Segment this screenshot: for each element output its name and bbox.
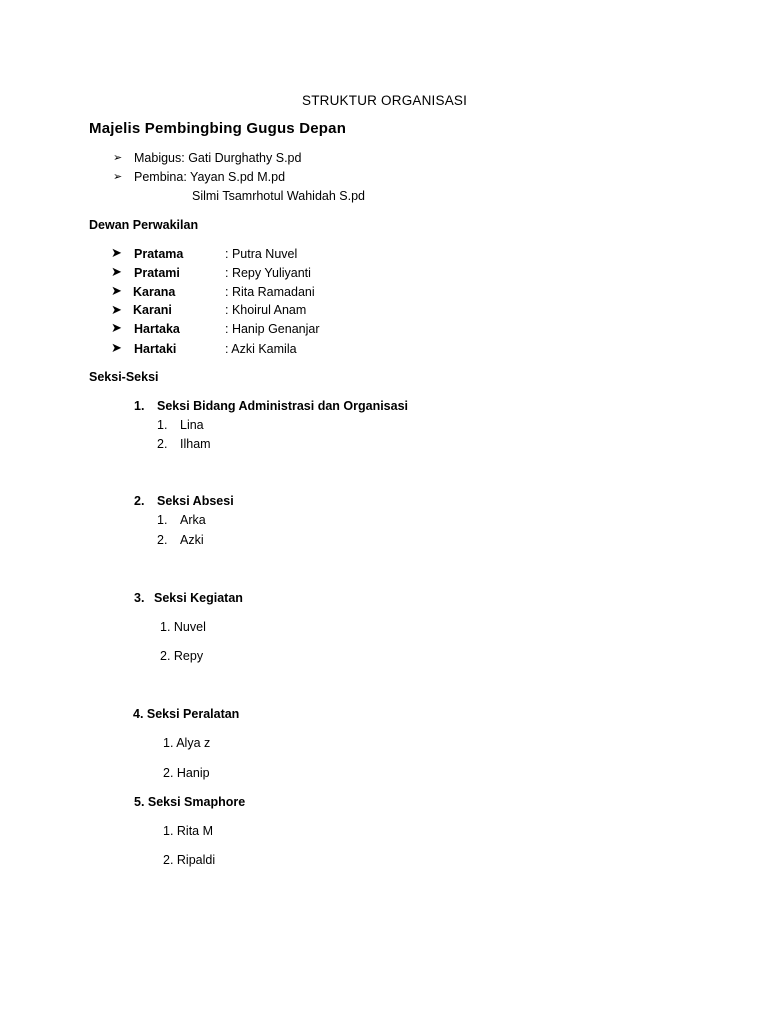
- member-number: 1.: [157, 418, 168, 432]
- pembina-continuation: Silmi Tsamrhotul Wahidah S.pd: [192, 189, 365, 203]
- member-number: 1.: [157, 513, 168, 527]
- member-item: 2. Ripaldi: [163, 853, 216, 867]
- member-item: 2. Hanip: [163, 766, 210, 780]
- dewan-role: Hartaki: [134, 342, 177, 356]
- member-item: 2. Repy: [160, 649, 204, 663]
- section-number: 1.: [134, 399, 145, 413]
- arrow-bullet-icon: ➤: [111, 340, 122, 355]
- member-name: Lina: [180, 418, 204, 432]
- section-title: Seksi Absesi: [157, 494, 234, 508]
- page-title: STRUKTUR ORGANISASI: [302, 93, 468, 108]
- arrow-bullet-icon: ➤: [111, 264, 122, 279]
- mabigus-item: Mabigus: Gati Durghathy S.pd: [134, 151, 302, 165]
- member-item: 1. Alya z: [163, 736, 211, 750]
- dewan-role: Karana: [133, 285, 176, 299]
- arrow-bullet-icon: ➢: [113, 171, 123, 183]
- dewan-heading: Dewan Perwakilan: [89, 218, 199, 232]
- arrow-bullet-icon: ➤: [111, 245, 122, 260]
- dewan-name: : Azki Kamila: [225, 342, 297, 356]
- dewan-name: : Repy Yuliyanti: [225, 266, 311, 280]
- dewan-role: Karani: [133, 303, 172, 317]
- dewan-name: : Khoirul Anam: [225, 303, 307, 317]
- section-title: 5. Seksi Smaphore: [134, 795, 246, 809]
- dewan-name: : Rita Ramadani: [225, 285, 315, 299]
- member-name: Azki: [180, 533, 204, 547]
- section-title: Seksi Bidang Administrasi dan Organisasi: [157, 399, 409, 413]
- section-number: 3.: [134, 591, 145, 605]
- section-number: 2.: [134, 494, 145, 508]
- member-number: 2.: [157, 437, 168, 451]
- member-name: Arka: [180, 513, 206, 527]
- pembina-item: Pembina: Yayan S.pd M.pd: [134, 170, 286, 184]
- member-number: 2.: [157, 533, 168, 547]
- seksi-heading: Seksi-Seksi: [89, 370, 159, 384]
- majelis-heading: Majelis Pembingbing Gugus Depan: [89, 120, 347, 137]
- member-item: 1. Rita M: [163, 824, 214, 838]
- arrow-bullet-icon: ➤: [111, 302, 122, 317]
- member-name: Ilham: [180, 437, 211, 451]
- member-item: 1. Nuvel: [160, 620, 206, 634]
- arrow-bullet-icon: ➤: [111, 283, 122, 298]
- arrow-bullet-icon: ➢: [113, 152, 123, 164]
- section-title: Seksi Kegiatan: [154, 591, 243, 605]
- dewan-role: Pratami: [134, 266, 180, 280]
- arrow-bullet-icon: ➤: [111, 320, 122, 335]
- dewan-name: : Putra Nuvel: [225, 247, 298, 261]
- section-title: 4. Seksi Peralatan: [133, 707, 240, 721]
- dewan-role: Hartaka: [134, 322, 180, 336]
- dewan-name: : Hanip Genanjar: [225, 322, 320, 336]
- dewan-role: Pratama: [134, 247, 184, 261]
